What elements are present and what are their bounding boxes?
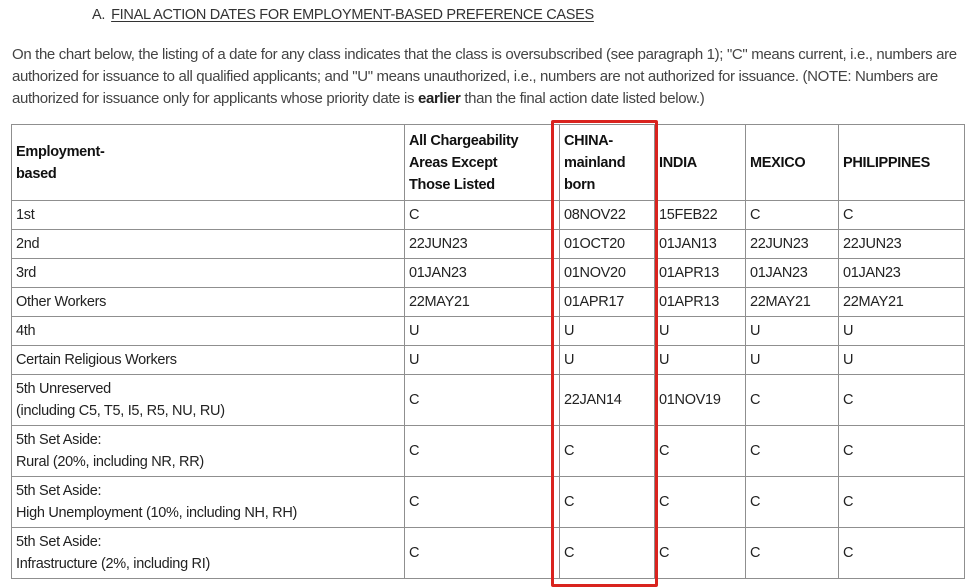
header-line: Those Listed: [409, 176, 495, 193]
final-action-dates-table: [11, 124, 965, 579]
header-line: All Chargeability: [409, 132, 519, 149]
header-all-chargeability: [405, 125, 560, 201]
cell-all-chargeability: C: [405, 426, 560, 477]
cell-mexico: C: [746, 201, 839, 230]
cell-india: U: [655, 346, 746, 375]
cell-india: 15FEB22: [655, 201, 746, 230]
cell-philippines: 01JAN23: [839, 259, 965, 288]
category-line: High Unemployment (10%, including NH, RH): [16, 505, 298, 521]
cell-category: Other Workers: [12, 288, 405, 317]
cell-china: C: [560, 528, 655, 579]
cell-mexico: U: [746, 346, 839, 375]
table-row: [12, 259, 965, 288]
table-row: [12, 346, 965, 375]
cell-category: 2nd: [12, 230, 405, 259]
cell-all-chargeability: C: [405, 528, 560, 579]
section-title: FINAL ACTION DATES FOR EMPLOYMENT-BASED PREFERENCE CASES: [111, 7, 594, 23]
header-philippines: PHILIPPINES: [839, 125, 965, 201]
table-row: [12, 230, 965, 259]
table-row: [12, 375, 965, 426]
cell-mexico: 22JUN23: [746, 230, 839, 259]
cell-mexico: U: [746, 317, 839, 346]
cell-china: 01APR17: [560, 288, 655, 317]
cell-category: Certain Religious Workers: [12, 346, 405, 375]
table-row: [12, 528, 965, 579]
header-china: [560, 125, 655, 201]
cell-india: 01JAN13: [655, 230, 746, 259]
cell-mexico: C: [746, 426, 839, 477]
cell-china: C: [560, 426, 655, 477]
cell-category: 3rd: [12, 259, 405, 288]
cell-india: U: [655, 317, 746, 346]
table-row: [12, 426, 965, 477]
intro-paragraph: [12, 44, 974, 110]
cell-all-chargeability: 22MAY21: [405, 288, 560, 317]
section-letter: A.: [92, 7, 106, 23]
cell-all-chargeability: C: [405, 375, 560, 426]
cell-category: [12, 426, 405, 477]
cell-india: 01APR13: [655, 259, 746, 288]
category-line: 5th Set Aside:: [16, 432, 102, 448]
header-line: CHINA-: [564, 132, 613, 149]
cell-philippines: C: [839, 426, 965, 477]
cell-philippines: U: [839, 317, 965, 346]
cell-india: C: [655, 528, 746, 579]
category-line: Rural (20%, including NR, RR): [16, 454, 204, 470]
table-row: [12, 201, 965, 230]
intro-text-part2: than the final action date listed below.): [460, 90, 705, 107]
cell-philippines: U: [839, 346, 965, 375]
cell-category: [12, 528, 405, 579]
category-line: (including C5, T5, I5, R5, NU, RU): [16, 403, 225, 419]
category-line: 5th Set Aside:: [16, 534, 102, 550]
header-mexico: MEXICO: [746, 125, 839, 201]
table-row: [12, 477, 965, 528]
header-line: Areas Except: [409, 154, 498, 171]
cell-category: [12, 375, 405, 426]
intro-emphasis: earlier: [417, 90, 461, 107]
cell-mexico: C: [746, 528, 839, 579]
header-india: INDIA: [655, 125, 746, 201]
category-line: 5th Set Aside:: [16, 483, 102, 499]
cell-all-chargeability: C: [405, 201, 560, 230]
cell-china: U: [560, 346, 655, 375]
cell-all-chargeability: C: [405, 477, 560, 528]
cell-all-chargeability: 01JAN23: [405, 259, 560, 288]
cell-philippines: C: [839, 201, 965, 230]
cell-category: 4th: [12, 317, 405, 346]
cell-all-chargeability: 22JUN23: [405, 230, 560, 259]
header-line: born: [564, 176, 596, 193]
cell-philippines: 22MAY21: [839, 288, 965, 317]
header-line: Employment-: [16, 143, 105, 160]
cell-category: 1st: [12, 201, 405, 230]
cell-india: C: [655, 426, 746, 477]
cell-philippines: 22JUN23: [839, 230, 965, 259]
cell-mexico: C: [746, 375, 839, 426]
cell-mexico: C: [746, 477, 839, 528]
cell-india: 01NOV19: [655, 375, 746, 426]
cell-china: 01OCT20: [560, 230, 655, 259]
section-heading: [92, 7, 594, 23]
cell-india: C: [655, 477, 746, 528]
cell-all-chargeability: U: [405, 346, 560, 375]
cell-all-chargeability: U: [405, 317, 560, 346]
table-header-row: [12, 125, 965, 201]
cell-mexico: 22MAY21: [746, 288, 839, 317]
cell-india: 01APR13: [655, 288, 746, 317]
category-line: Infrastructure (2%, including RI): [16, 556, 210, 572]
table-row: [12, 317, 965, 346]
cell-mexico: 01JAN23: [746, 259, 839, 288]
header-employment-based: [12, 125, 405, 201]
cell-china: U: [560, 317, 655, 346]
table-row: [12, 288, 965, 317]
cell-china: C: [560, 477, 655, 528]
intro-text-part1: On the chart below, the listing of a date for any class indicates that the class is oversubscribed (see paragraph 1); "C" means current, i.e., numbers are authorized for issuance to all qualified applicants; and "U" means unauthorized, i.e., numbers are not authorized for issuance. (NOTE: Numbers are authorized for issuance only for applicants whose priority date is: [12, 46, 957, 107]
cell-philippines: C: [839, 375, 965, 426]
cell-china: 22JAN14: [560, 375, 655, 426]
cell-china: 01NOV20: [560, 259, 655, 288]
cell-philippines: C: [839, 477, 965, 528]
header-line: mainland: [564, 154, 626, 171]
cell-philippines: C: [839, 528, 965, 579]
cell-china: 08NOV22: [560, 201, 655, 230]
header-line: based: [16, 165, 57, 182]
cell-category: [12, 477, 405, 528]
category-line: 5th Unreserved: [16, 381, 111, 397]
